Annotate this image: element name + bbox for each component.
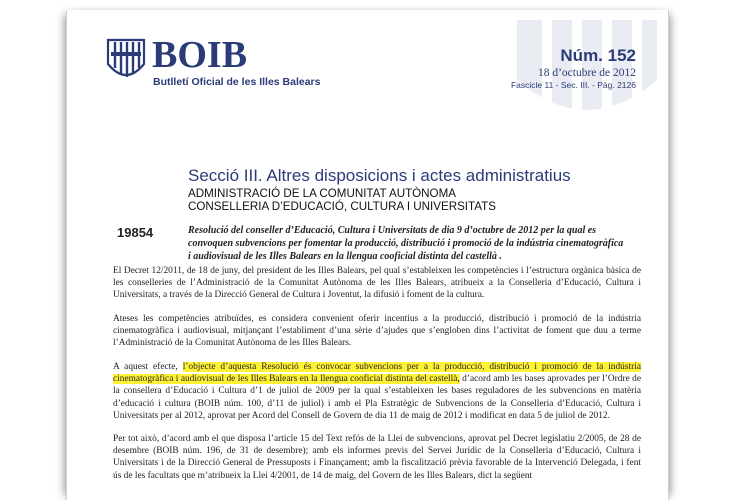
paragraph-1: El Decret 12/2011, de 18 de juny, del president de les Illes Balears, pel qual s’estableixen les competències i l’estructura orgànica bàsica de les conselleries de l’Administració de la Comunitat Autònoma de les Illes Balears, atribueix a la Conselleria d’Educació, Cultura i Universitats, a través de la Direcció General de Cultura i Joventut, la difusió i foment de la cultura.	[113, 266, 641, 301]
fascicle-info: Fascicle 11 - Sec. III. - Pàg. 2126	[510, 80, 636, 90]
logo-text: BOIB	[152, 34, 248, 76]
document-page	[66, 10, 669, 500]
issue-date: 18 d’octubre de 2012	[537, 67, 636, 79]
document-number: 19854	[117, 225, 154, 240]
paragraph-4: Per tot això, d’acord amb el que disposa l’article 15 del Text refós de la Llei de subvencions, aprovat pel Decret legislatiu 2/2005, de 28 de desembre (BOIB núm. 196, de 31 de desembre); amb els informes previs del Servei Jurídic de la Conselleria d’Educació, Cultura i Universitats i de la Direcció General de Pressuposts i Finançament; amb la fiscalització prèvia favorable de la Intervenció Delegada, i fent ús de les facultats que m’atribueix la Llei 4/2001, de 14 de maig, del Govern de les Illes Balears, dict la següent	[113, 434, 641, 481]
administration-heading	[188, 187, 496, 213]
section-title: Secció III. Altres disposicions i actes administratius	[188, 166, 571, 185]
highlighted-text: l’objecte d’aquesta Resolució és convocar subvencions per a la producció, distribució i promoció de la indústria cinematogràfica i audiovisual de les Illes Balears en la llengua cooficial distinta del castellà,	[113, 362, 641, 385]
issue-number: Núm. 152	[560, 46, 636, 65]
paragraph-2: Ateses les competències atribuïdes, es considera convenient oferir incentius a la producció, distribució i promoció de la indústria cinematogràfica i audiovisual, mitjançant l’establiment d’una sèrie d’ajudes que s’engloben dins l’activitat de foment que duu a terme l’Administració de la Comunitat Autònoma de les Illes Balears.	[113, 314, 641, 349]
boib-emblem-icon	[105, 38, 147, 84]
resolution-title: Resolució del conseller d’Educació, Cultura i Universitats de dia 9 d’octubre de 2012 per la qual es convoquen subvencions per fomentar la producció, distribució i promoció de la indústria cinematogràfica i audiovisual de les Illes Balears en la llengua cooficial distinta del castellà .	[188, 225, 624, 262]
conselleria-line: CONSELLERIA D’EDUCACIÓ, CULTURA I UNIVERSITATS	[188, 200, 496, 213]
paragraph-3	[113, 361, 641, 422]
paragraph-3-end: d’acord amb les bases aprovades per l’Ordre de la consellera d’Educació i Cultura d’1 de juliol de 2009 per la qual s’estableixen les bases reguladores de les subvencions en matèria d’educació i cultura (BOIB núm. 100, d’11 de juliol) i amb el Pla Estratègic de Subvencions de la Conselleria d’Educació, Cultura i Universitats per al 2012, aprovat per Acord del Consell de Govern de dia 11 de maig de 2012 i modificat en data 5 de juliol de 2012.	[113, 374, 641, 421]
administration-line: ADMINISTRACIÓ DE LA COMUNITAT AUTÒNOMA	[188, 187, 456, 200]
logo-subtitle: Butlletí Oficial de les Illes Balears	[153, 76, 321, 88]
paragraph-3-start: A aquest efecte,	[113, 362, 183, 372]
